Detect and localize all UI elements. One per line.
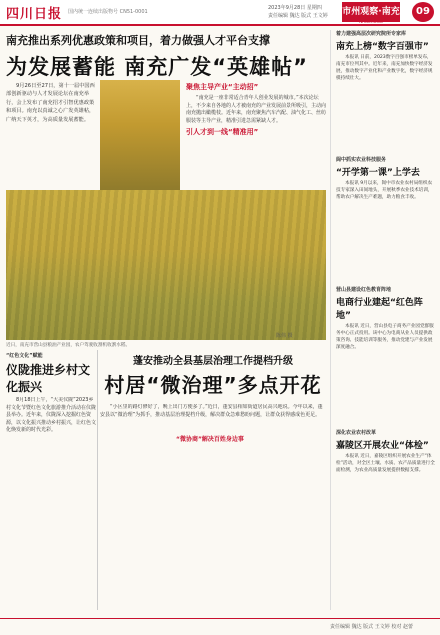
yilong-headline: 仪陇推进乡村文化振兴 (6, 363, 91, 394)
sidebar-body: 本报讯 近日，嘉陵区组织开展农业生产“体检”活动，对全区土壤、水质、农产品质量进行全面检测，为农业高质量发展提供数据支撑。 (336, 454, 435, 473)
pengan-subhead: “微协商”解决百姓身边事 (176, 436, 244, 443)
sidebar-title: 电商行业建起“红色阵地” (336, 298, 423, 321)
yilong-body: 8月18日上午，“大美仪陇”2023乡村文化节暨红色文化旅游推介活动在仪陇县举办。近年来，仪陇深入挖掘红色资源，以文化振兴推动乡村振兴，让红色文化焕发新的时代光彩。 (6, 397, 96, 434)
lead-body-column (186, 80, 326, 190)
newspaper-logo: 四川日报 (6, 7, 63, 22)
lead-story-heading (6, 32, 326, 81)
news-sidebar (330, 30, 436, 610)
sidebar-body: 本报讯 9月以来，阆中市农业农村局组织农技专家深入田间地头，开展秋季农业技术培训，帮助农户解决生产难题，助力粮食丰收。 (336, 181, 433, 200)
column-divider (97, 350, 98, 610)
pengan-kicker: 蓬安推动全县基层治理工作提档升级 (133, 356, 293, 367)
rice-field-photo (6, 190, 326, 340)
sidebar-body: 本报讯 日前，2023数字百强市榜单发布，南充市位列其中。近年来，南充加快数字经济发展，推动数字产业化和产业数字化，数字经济规模持续壮大。 (336, 55, 433, 81)
sidebar-kicker: 深化农业农村改革 (336, 430, 377, 436)
masthead (0, 0, 440, 26)
section-title: 市州观察·南充 (342, 2, 400, 22)
sidebar-title: “开学第一课”上学去 (336, 168, 420, 178)
sidebar-item (336, 156, 436, 280)
section-en: NANCHONG (359, 19, 383, 24)
footer-credits: 责任编辑 魏达 版式 王文婷 校对 赵蕾 (330, 624, 413, 630)
sidebar-kicker: 着力建强高层次研究院所专家库 (336, 31, 407, 37)
sidebar-title: 嘉陵区开展农业“体检” (336, 441, 429, 451)
section1-body: “南充是一座非常适合青年人创业发展的城市。”本次论坛上，不少来自各地的人才被南充的产业发展前景所吸引，主动向南充抛出橄榄枝。近年来，南充聚焦汽车汽配、油气化工、丝纺服装等主导产业，精准引进急需紧缺人才。 (186, 95, 326, 124)
page-footer (0, 618, 440, 635)
sidebar-kicker: 阆中抓实农业科技服务 (336, 157, 387, 163)
page-number: 09 (412, 2, 434, 22)
pengan-headline: 村居“微治理”多点开花 (104, 373, 322, 397)
photo-caption: 近日，南充市营山县粮油产业园，农户驾驶收割机收割水稻。 (6, 343, 131, 348)
issue-date: 2023年9月28日 星期四 (268, 5, 322, 11)
masthead-subline: 国内统一连续出版物号 CN51-0001 (68, 9, 148, 15)
pengan-body: “小区里的路灯修好了，晚上出门方便多了。”近日，蓬安县相如街道居民高兴地说。今年以来，蓬安县以“微治理”为抓手，推动基层治理提档升级，解决群众急难愁盼问题，让群众获得感成色更足。 (100, 404, 323, 418)
sidebar-kicker: 营山县建设红色教育阵地 (336, 287, 392, 293)
sidebar-body: 本报讯 近日，营山县电子商务产业园党群服务中心正式投用。该中心为电商从业人员提供政策咨询、技能培训等服务，推动党建与产业发展深度融合。 (336, 324, 434, 350)
sidebar-item (336, 429, 436, 553)
sidebar-title: 南充上榜“数字百强市” (336, 42, 429, 52)
portrait-photo (100, 80, 180, 192)
sidebar-item (336, 30, 436, 150)
lead-headline: 为发展蓄能 南充广发“英雄帖” (6, 55, 308, 79)
sidebar-item (336, 286, 436, 423)
lead-paragraph: 9月26日至27日，第十一届中国西部创新驱动与人才发展论坛在南充举行，会上发布了南充招才引智优惠政策和项目。南充以真诚之心广发英雄帖，广纳天下英才，为高质量发展蓄能。 (6, 83, 95, 123)
photo-credit: 陈伟 摄 (276, 333, 293, 339)
section1-subhead: 聚焦主导产业“主动招” (186, 83, 259, 91)
section2-subhead: 引人才到一线“精准用” (186, 128, 259, 137)
yilong-kicker: “红色文化”赋能 (6, 353, 43, 359)
yilong-story (6, 352, 96, 612)
lead-kicker: 南充推出系列优惠政策和项目，着力做强人才平台支撑 (6, 34, 270, 47)
pengan-story-heading (100, 352, 326, 398)
masthead-editor: 责任编辑 魏达 版式 王文婷 (268, 13, 328, 19)
